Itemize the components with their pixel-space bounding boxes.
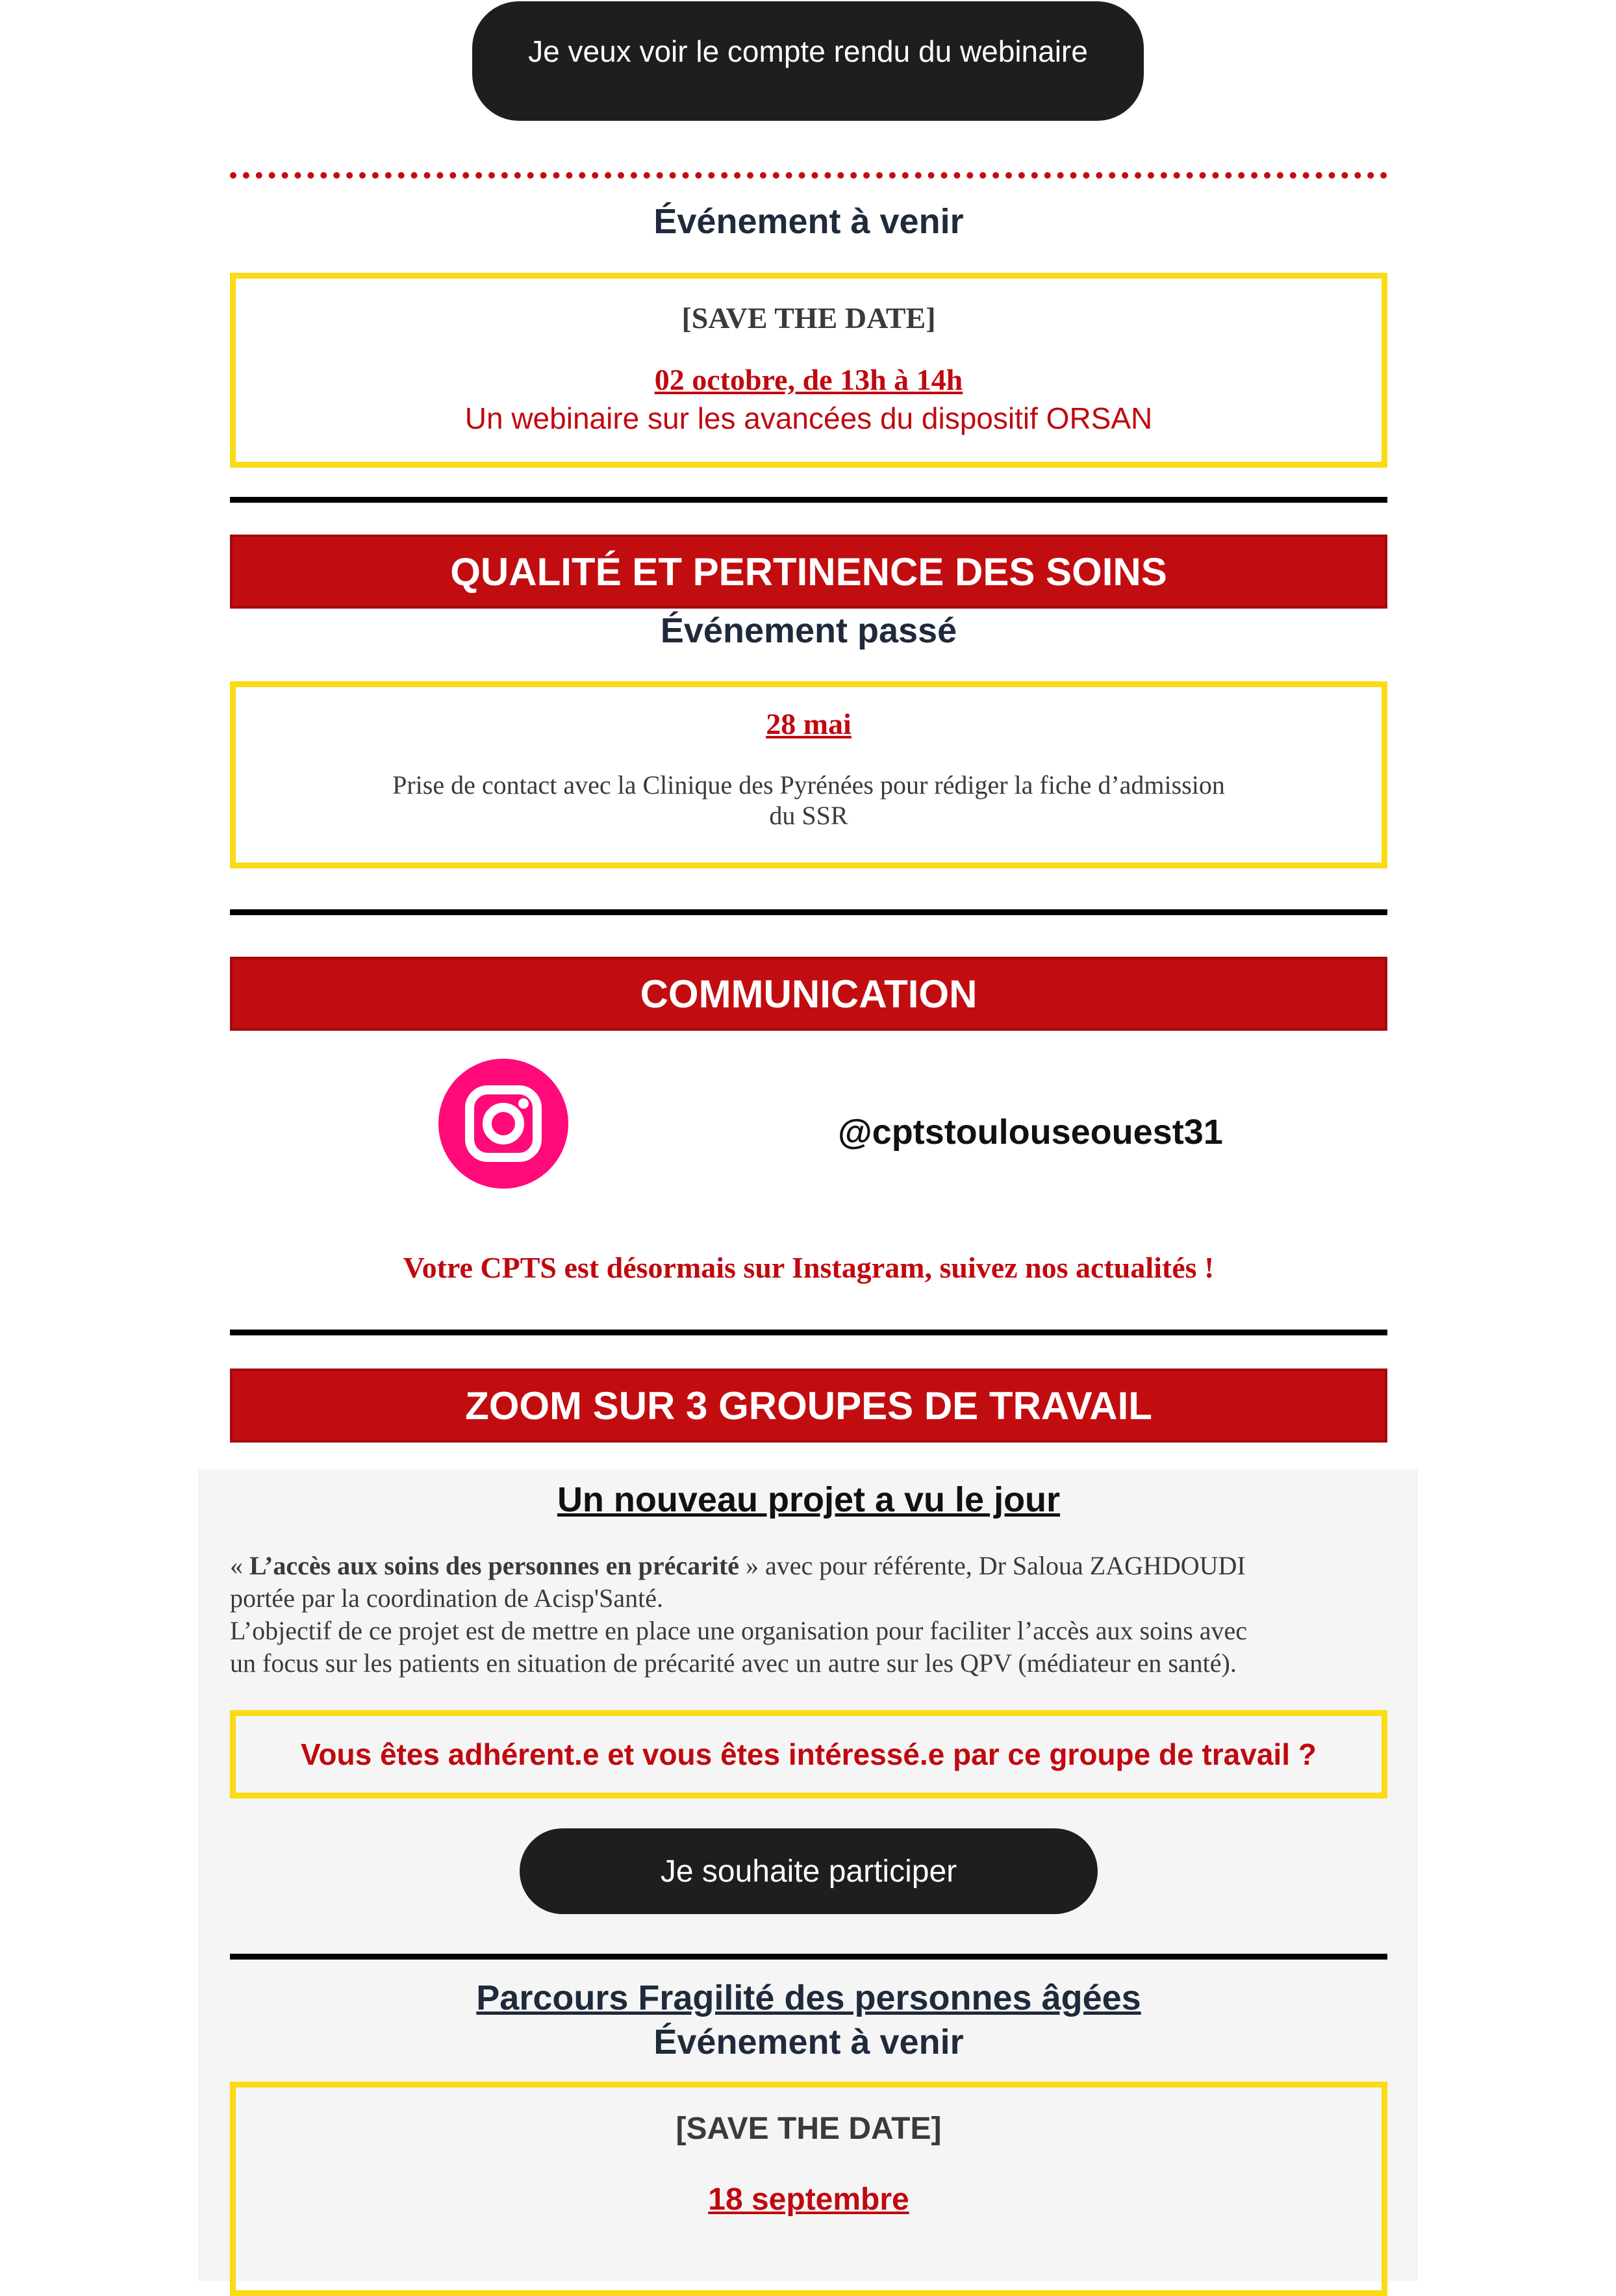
past-event-description-line2: du SSR bbox=[769, 801, 848, 830]
project-description-line4: un focus sur les patients en situation de précarité avec un autre sur les QPV (médiateur en santé). bbox=[230, 1648, 1237, 1678]
view-webinar-report-label: Je veux voir le compte rendu du webinaire bbox=[528, 34, 1088, 68]
instagram-icon[interactable] bbox=[438, 1059, 568, 1189]
frailty-event-box bbox=[230, 2082, 1387, 2296]
section-divider bbox=[230, 1330, 1387, 1335]
frailty-event-date-link[interactable]: 18 septembre bbox=[708, 2182, 909, 2217]
past-event-box bbox=[230, 681, 1387, 868]
communication-section-banner bbox=[230, 957, 1387, 1031]
view-webinar-report-button[interactable] bbox=[472, 1, 1144, 121]
groups-banner-title: ZOOM SUR 3 GROUPES DE TRAVAIL bbox=[465, 1383, 1152, 1428]
quote-open: « bbox=[230, 1551, 249, 1580]
section-divider bbox=[230, 1954, 1387, 1960]
upcoming-event-date-link[interactable]: 02 octobre, de 13h à 14h bbox=[654, 363, 963, 396]
upcoming-event-description: Un webinaire sur les avancées du dispositif ORSAN bbox=[464, 401, 1153, 435]
past-event-heading: Événement passé bbox=[660, 611, 957, 650]
instagram-icon-graphic bbox=[438, 1059, 568, 1189]
participation-question: Vous êtes adhérent.e et vous êtes intéressé.e par ce groupe de travail ? bbox=[301, 1737, 1317, 1771]
instagram-handle-link[interactable]: @cptstoulouseouest31 bbox=[838, 1113, 1223, 1152]
new-project-description bbox=[230, 1550, 1387, 1680]
frailty-pathway-title: Parcours Fragilité des personnes âgées bbox=[476, 1978, 1141, 2017]
communication-banner-title: COMMUNICATION bbox=[640, 972, 978, 1016]
upcoming-event-box bbox=[230, 273, 1387, 468]
participation-question-box bbox=[230, 1710, 1387, 1798]
upcoming-event-heading: Événement à venir bbox=[653, 202, 964, 241]
quote-close: » bbox=[739, 1551, 759, 1580]
quality-banner-title: QUALITÉ ET PERTINENCE DES SOINS bbox=[450, 549, 1167, 594]
past-event-description-line1: Prise de contact avec la Clinique des Pyrénées pour rédiger la fiche d’admission bbox=[392, 770, 1225, 800]
groups-section-banner bbox=[230, 1369, 1387, 1443]
section-divider bbox=[230, 909, 1387, 915]
project-description-line3: L’objectif de ce projet est de mettre en place une organisation pour faciliter l’accès aux soins avec bbox=[230, 1616, 1248, 1645]
frailty-save-the-date: [SAVE THE DATE] bbox=[675, 2112, 942, 2146]
participate-button-label: Je souhaite participer bbox=[660, 1854, 957, 1889]
past-event-date-link[interactable]: 28 mai bbox=[766, 707, 852, 740]
project-referent: avec pour référente, Dr Saloua ZAGHDOUDI bbox=[759, 1551, 1246, 1580]
new-project-title: Un nouveau projet a vu le jour bbox=[557, 1480, 1061, 1519]
frailty-upcoming-heading: Événement à venir bbox=[653, 2023, 964, 2062]
instagram-tagline: Votre CPTS est désormais sur Instagram, suivez nos actualités ! bbox=[403, 1251, 1215, 1284]
quality-section-banner bbox=[230, 535, 1387, 609]
dotted-divider bbox=[230, 172, 1387, 179]
participate-button[interactable] bbox=[520, 1828, 1098, 1914]
project-name: L’accès aux soins des personnes en précarité bbox=[249, 1551, 740, 1580]
project-description-line1 bbox=[230, 1550, 1387, 1582]
save-the-date-label: [SAVE THE DATE] bbox=[681, 301, 936, 334]
section-divider bbox=[230, 497, 1387, 503]
project-description-line2: portée par la coordination de Acisp'Santé. bbox=[230, 1583, 663, 1613]
